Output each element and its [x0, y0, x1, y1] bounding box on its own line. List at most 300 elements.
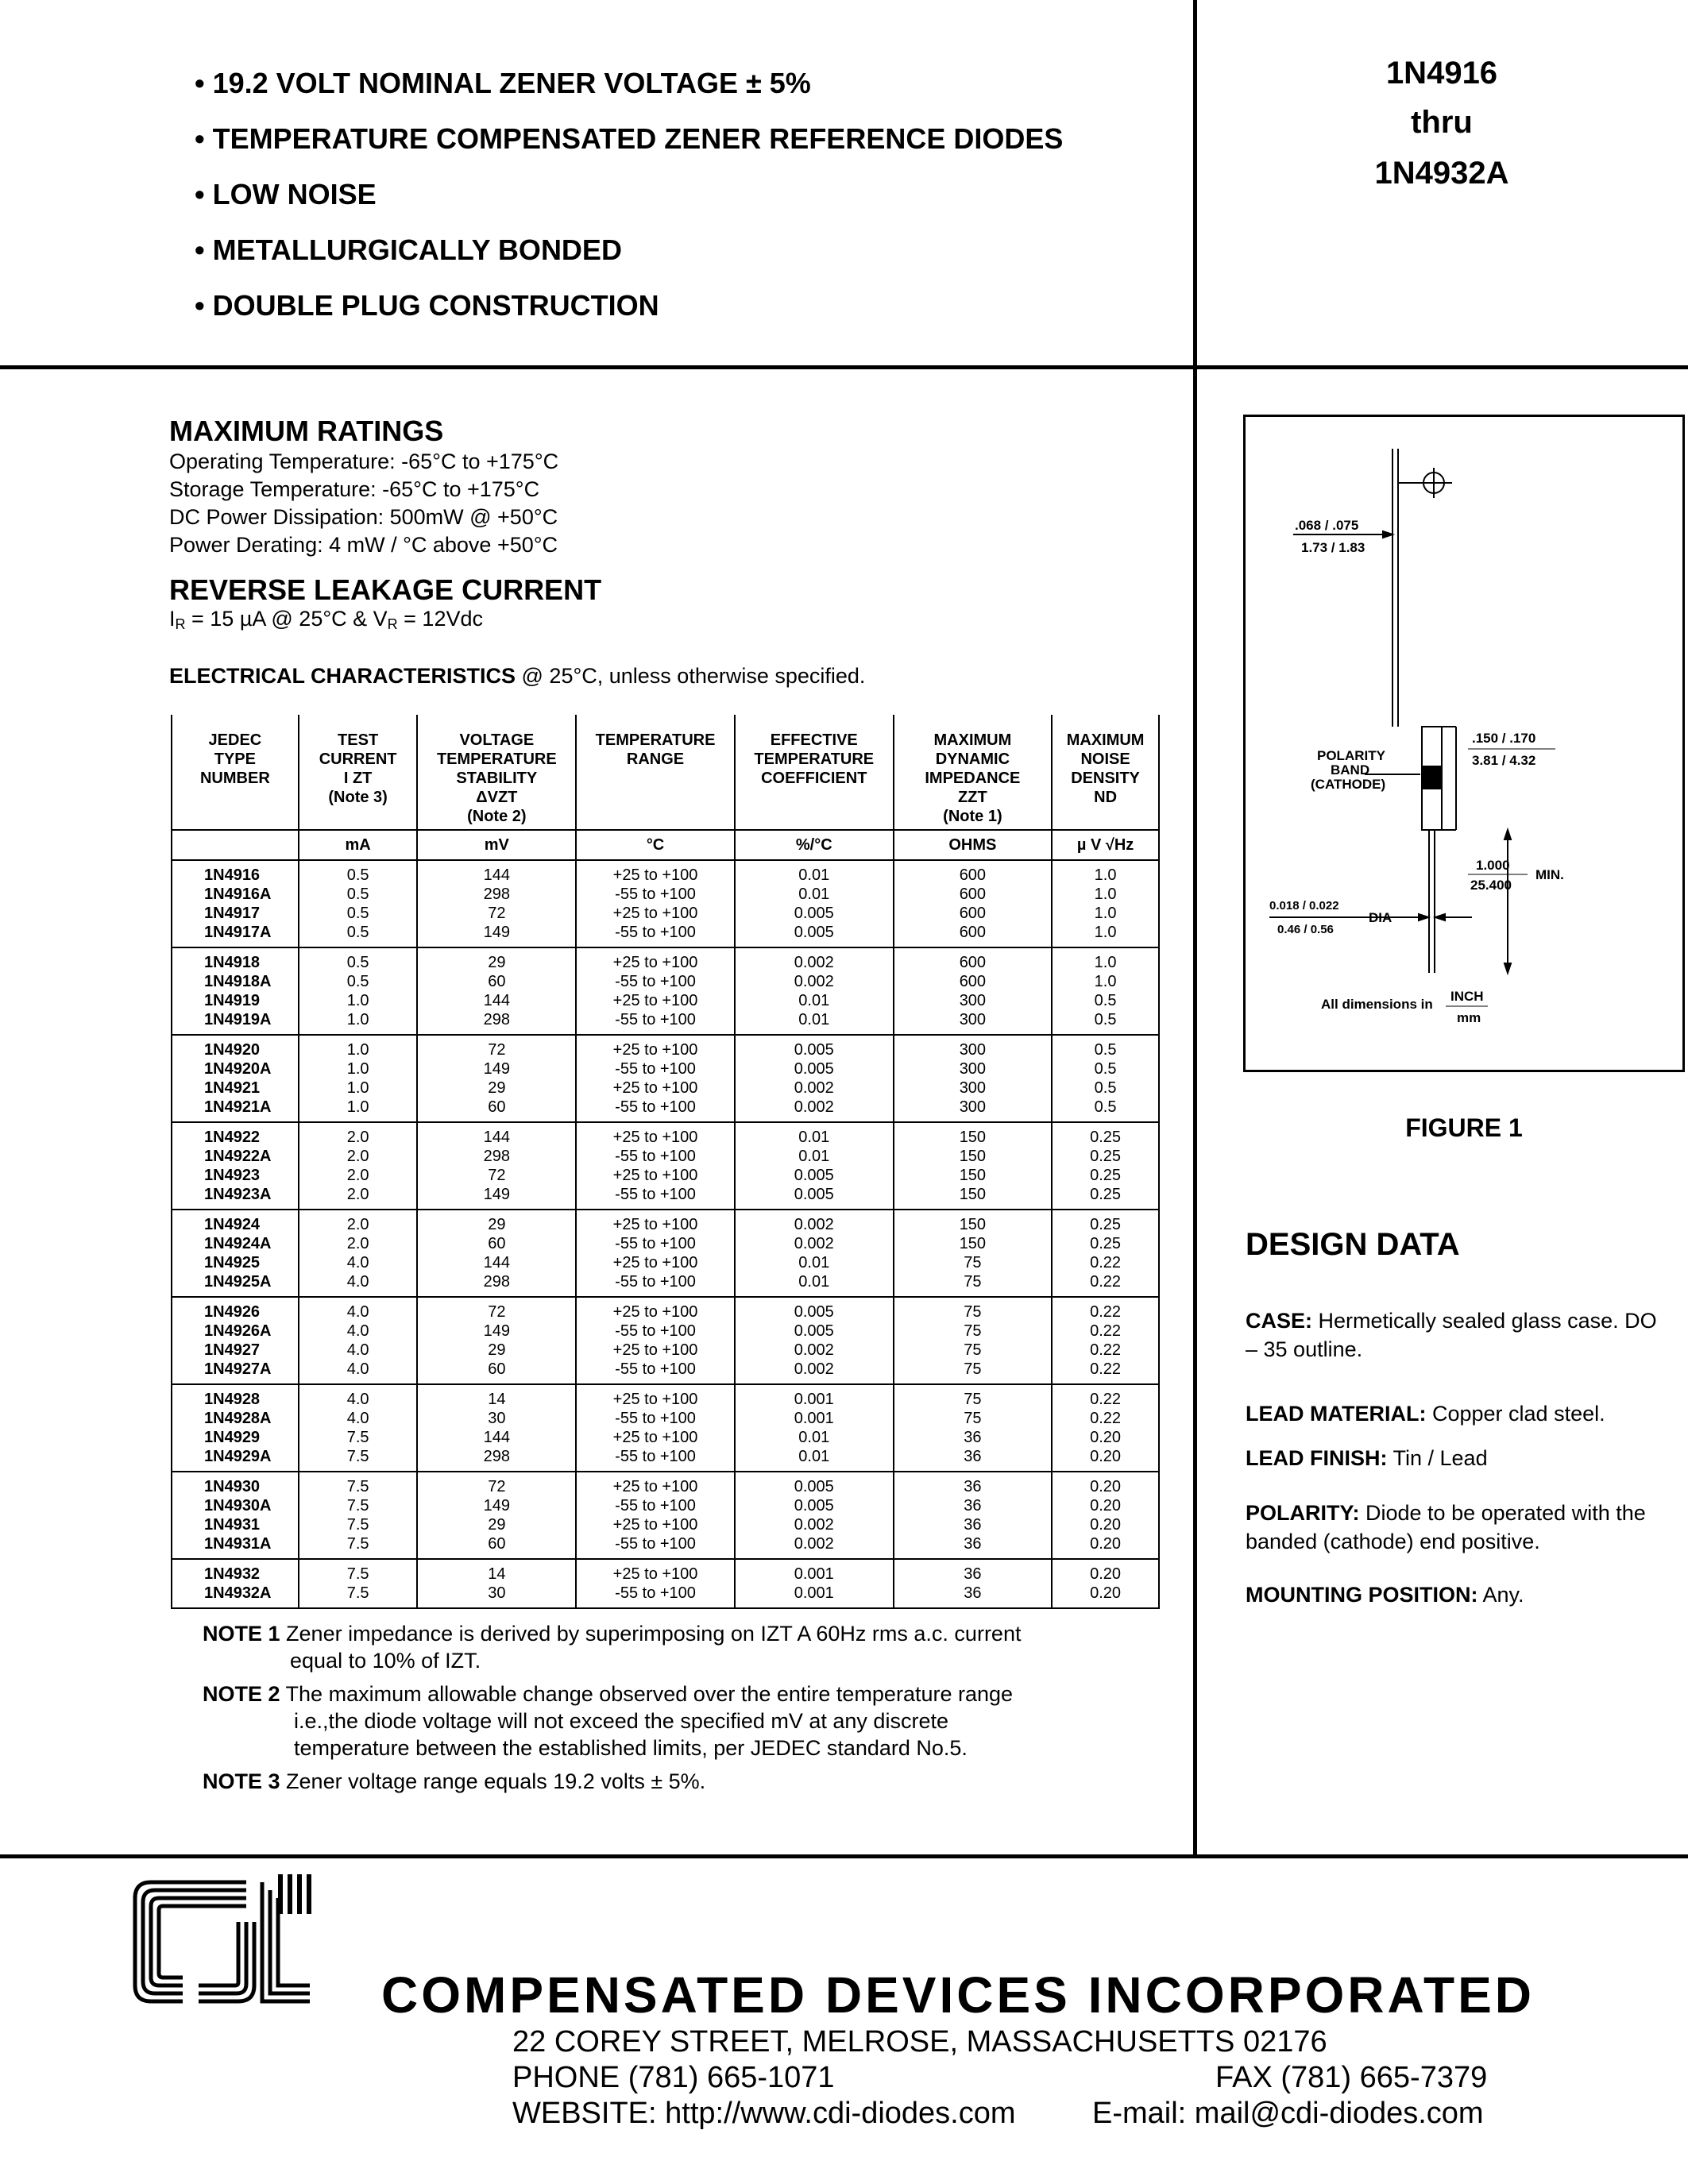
feature-list [195, 56, 1063, 334]
table-value: 0.5 [346, 905, 369, 922]
table-value: 1.0 [1094, 905, 1117, 922]
table-value: 0.005 [794, 1060, 834, 1078]
jedec-type-number: 1N4927 [204, 1341, 261, 1359]
jedec-type-number: 1N4919 [204, 992, 261, 1009]
table-cell [576, 1384, 735, 1472]
polarity-band [1422, 766, 1442, 789]
electrical-title-bold: ELECTRICAL CHARACTERISTICS [169, 664, 516, 688]
table-cell [417, 1384, 576, 1472]
table-value: 0.002 [794, 954, 834, 971]
table-value: -55 to +100 [615, 1497, 696, 1515]
table-cell [1052, 1297, 1159, 1384]
jedec-type-number: 1N4925 [204, 1254, 261, 1271]
jedec-type-number: 1N4930 [204, 1478, 261, 1495]
jedec-type-number: 1N4921A [204, 1098, 272, 1116]
table-value: 0.22 [1090, 1341, 1122, 1359]
table-value: +25 to +100 [612, 1429, 698, 1446]
table-cell [576, 1210, 735, 1297]
table-value: 4.0 [346, 1303, 369, 1321]
table-value: 298 [483, 1448, 511, 1465]
table-value: 2.0 [346, 1148, 369, 1165]
table-value: 0.002 [794, 1535, 834, 1553]
table-value: 7.5 [346, 1516, 369, 1534]
table-value: 7.5 [346, 1535, 369, 1553]
table-value: 7.5 [346, 1565, 369, 1583]
table-header-line: RANGE [626, 751, 685, 768]
table-cell [894, 1384, 1053, 1472]
jedec-type-number: 1N4920A [204, 1060, 272, 1078]
max-rating-line: DC Power Dissipation: 500mW @ +50°C [169, 505, 558, 529]
table-cell [299, 1472, 418, 1559]
note-text: temperature between the established limits, per JEDEC standard No.5. [294, 1736, 968, 1760]
diode-outline-drawing [1246, 417, 1682, 1070]
table-value: -55 to +100 [615, 1273, 696, 1291]
cdi-logo [127, 1874, 365, 2009]
design-lead-material-text: Copper clad steel. [1426, 1402, 1605, 1426]
jedec-type-number: 1N4922A [204, 1148, 272, 1165]
table-value: +25 to +100 [612, 1254, 698, 1271]
jedec-type-number: 1N4920 [204, 1041, 261, 1059]
figure-caption: FIGURE 1 [1405, 1113, 1523, 1142]
dim-body-mm: 3.81 / 4.32 [1472, 753, 1536, 768]
table-value: 72 [488, 905, 506, 922]
company-phone: PHONE (781) 665-1071 [512, 2061, 835, 2094]
notes-section [203, 1620, 1156, 1801]
table-cell [299, 1559, 418, 1608]
table-value: 300 [959, 1060, 987, 1078]
table-value: 29 [488, 954, 506, 971]
table-cell [172, 1035, 299, 1122]
table-value: +25 to +100 [612, 1565, 698, 1583]
table-value: 1.0 [346, 1060, 369, 1078]
table-value: 4.0 [346, 1254, 369, 1271]
table-value: 72 [488, 1303, 506, 1321]
table-value: 0.20 [1090, 1478, 1122, 1495]
table-value: 1.0 [1094, 866, 1117, 884]
table-value: 0.22 [1090, 1303, 1122, 1321]
table-value: 29 [488, 1341, 506, 1359]
table-value: -55 to +100 [615, 1235, 696, 1252]
table-value: 0.005 [794, 1303, 834, 1321]
table-unit-cell: %/°C [735, 830, 894, 860]
max-rating-line: Power Derating: 4 mW / °C above +50°C [169, 533, 558, 557]
jedec-type-number: 1N4931A [204, 1535, 272, 1553]
table-value: 0.002 [794, 973, 834, 990]
footer-horizontal-rule [0, 1854, 1688, 1858]
table-header-line: DYNAMIC [935, 751, 1010, 768]
table-value: 600 [959, 905, 987, 922]
table-header-line: NOISE [1080, 751, 1130, 768]
table-cell [299, 1297, 418, 1384]
table-value: 0.5 [346, 954, 369, 971]
table-value: 149 [483, 1060, 511, 1078]
table-value: -55 to +100 [615, 886, 696, 903]
max-ratings-list [169, 448, 558, 559]
table-value: 0.001 [794, 1584, 834, 1602]
table-cell [1052, 1472, 1159, 1559]
jedec-type-number: 1N4916 [204, 866, 261, 884]
table-value: 1.0 [1094, 973, 1117, 990]
table-row-group [172, 860, 1159, 947]
table-value: 144 [483, 1429, 511, 1446]
table-value: 0.5 [346, 886, 369, 903]
jedec-type-number: 1N4929A [204, 1448, 272, 1465]
table-cell [894, 1559, 1053, 1608]
table-value: 150 [959, 1167, 987, 1184]
table-header-line: ΔVZT [476, 789, 518, 806]
table-row-group [172, 1559, 1159, 1608]
table-value: 0.5 [346, 924, 369, 941]
leakage-mid-text: = 15 µA @ 25°C & V [185, 607, 388, 631]
table-value: 0.25 [1090, 1167, 1122, 1184]
jedec-type-number: 1N4925A [204, 1273, 272, 1291]
table-value: 0.22 [1090, 1254, 1122, 1271]
jedec-type-number: 1N4921 [204, 1079, 261, 1097]
table-row-group [172, 1384, 1159, 1472]
table-value: 149 [483, 1186, 511, 1203]
table-value: 60 [488, 1098, 506, 1116]
max-rating-line: Storage Temperature: -65°C to +175°C [169, 477, 540, 501]
table-cell [576, 947, 735, 1035]
table-value: 0.25 [1090, 1235, 1122, 1252]
design-polarity-label: POLARITY: [1246, 1501, 1360, 1525]
reverse-leakage-title: REVERSE LEAKAGE CURRENT [169, 573, 602, 606]
table-value: 149 [483, 1322, 511, 1340]
table-value: 298 [483, 1148, 511, 1165]
table-cell [735, 860, 894, 947]
table-value: 1.0 [1094, 886, 1117, 903]
table-value: 300 [959, 1011, 987, 1028]
dim-body-inch: .150 / .170 [1472, 731, 1536, 746]
table-cell [576, 1035, 735, 1122]
table-value: 0.20 [1090, 1429, 1122, 1446]
jedec-type-number: 1N4928 [204, 1391, 261, 1408]
table-value: 0.01 [798, 1429, 830, 1446]
table-value: 0.005 [794, 1167, 834, 1184]
table-value: +25 to +100 [612, 992, 698, 1009]
table-cell [576, 1122, 735, 1210]
part-number-to: 1N4932A [1374, 156, 1509, 191]
table-value: 150 [959, 1216, 987, 1233]
note-line [203, 1680, 1156, 1707]
max-ratings-title: MAXIMUM RATINGS [169, 415, 444, 447]
table-value: 75 [964, 1322, 982, 1340]
table-cell [172, 1472, 299, 1559]
table-value: 30 [488, 1584, 506, 1602]
table-header-cell [735, 715, 894, 830]
table-value: 7.5 [346, 1429, 369, 1446]
table-value: +25 to +100 [612, 1341, 698, 1359]
table-value: -55 to +100 [615, 1322, 696, 1340]
table-header-line: CURRENT [319, 751, 397, 768]
table-header-line: COEFFICIENT [761, 770, 867, 787]
table-unit-cell: µ V √Hz [1052, 830, 1159, 860]
table-value: 0.5 [1094, 992, 1117, 1009]
vr-subscript: R [387, 616, 398, 632]
table-value: 36 [964, 1565, 982, 1583]
table-value: +25 to +100 [612, 1216, 698, 1233]
table-value: 0.002 [794, 1216, 834, 1233]
table-value: 0.5 [1094, 1011, 1117, 1028]
table-value: 0.005 [794, 1497, 834, 1515]
table-value: 4.0 [346, 1341, 369, 1359]
table-value: 0.25 [1090, 1216, 1122, 1233]
design-lead-material [1246, 1399, 1667, 1428]
jedec-type-number: 1N4923A [204, 1186, 272, 1203]
company-fax: FAX (781) 665-7379 [1215, 2061, 1488, 2094]
note-line [203, 1707, 1156, 1734]
table-header-line: (Note 3) [328, 789, 388, 806]
table-value: 0.22 [1090, 1410, 1122, 1427]
table-value: 36 [964, 1478, 982, 1495]
table-value: 72 [488, 1041, 506, 1059]
ir-symbol: I [169, 607, 176, 631]
table-header-line: TEMPERATURE [595, 731, 716, 749]
table-cell [172, 1210, 299, 1297]
table-value: 0.20 [1090, 1535, 1122, 1553]
table-cell [1052, 947, 1159, 1035]
company-website[interactable]: WEBSITE: http://www.cdi-diodes.com [512, 2097, 1016, 2130]
design-case-label: CASE: [1246, 1309, 1313, 1333]
table-value: 600 [959, 954, 987, 971]
table-value: -55 to +100 [615, 1448, 696, 1465]
table-header-line: ND [1094, 789, 1118, 806]
table-value: 0.01 [798, 992, 830, 1009]
electrical-characteristics-table [171, 715, 1160, 1609]
table-header-cell [576, 715, 735, 830]
table-value: 75 [964, 1341, 982, 1359]
note-line [203, 1768, 1156, 1795]
table-value: 0.005 [794, 1041, 834, 1059]
table-value: +25 to +100 [612, 1478, 698, 1495]
leakage-end-text: = 12Vdc [397, 607, 483, 631]
jedec-type-number: 1N4928A [204, 1410, 272, 1427]
table-value: 0.002 [794, 1341, 834, 1359]
note-label: NOTE 3 [203, 1769, 280, 1793]
note-line [203, 1647, 1156, 1674]
jedec-type-number: 1N4924 [204, 1216, 261, 1233]
dim-lead-dia-mm: 0.46 / 0.56 [1277, 923, 1334, 936]
table-value: 600 [959, 866, 987, 884]
table-cell [172, 947, 299, 1035]
note-label: NOTE 1 [203, 1622, 280, 1646]
table-value: 2.0 [346, 1167, 369, 1184]
table-value: +25 to +100 [612, 1167, 698, 1184]
table-cell [172, 1559, 299, 1608]
jedec-type-number: 1N4916A [204, 886, 272, 903]
table-value: 0.5 [346, 866, 369, 884]
table-value: 600 [959, 886, 987, 903]
table-value: +25 to +100 [612, 1041, 698, 1059]
table-value: 149 [483, 924, 511, 941]
table-header-line: IMPEDANCE [925, 770, 1021, 787]
part-number-thru: thru [1411, 105, 1473, 140]
table-value: 75 [964, 1273, 982, 1291]
table-value: 29 [488, 1516, 506, 1534]
table-value: 7.5 [346, 1448, 369, 1465]
table-unit-cell [172, 830, 299, 860]
table-header-cell [1052, 715, 1159, 830]
table-value: 150 [959, 1148, 987, 1165]
jedec-type-number: 1N4931 [204, 1516, 261, 1534]
all-dims-label: All dimensions in [1321, 997, 1433, 1012]
table-header-line: JEDEC [208, 731, 262, 749]
table-header-line: DENSITY [1071, 770, 1140, 787]
table-cell [172, 860, 299, 947]
table-value: 0.20 [1090, 1584, 1122, 1602]
table-value: 0.22 [1090, 1391, 1122, 1408]
jedec-type-number: 1N4932A [204, 1584, 272, 1602]
company-email[interactable]: E-mail: mail@cdi-diodes.com [1092, 2097, 1484, 2130]
note-text: Zener voltage range equals 19.2 volts ± 5%. [286, 1769, 706, 1793]
table-header-line: ZZT [958, 789, 987, 806]
table-cell [1052, 1384, 1159, 1472]
design-polarity [1246, 1499, 1667, 1556]
table-cell [735, 1472, 894, 1559]
table-value: 0.002 [794, 1360, 834, 1378]
table-value: -55 to +100 [615, 1186, 696, 1203]
table-cell [735, 1122, 894, 1210]
table-value: 0.5 [1094, 1079, 1117, 1097]
table-value: -55 to +100 [615, 973, 696, 990]
table-value: 0.002 [794, 1235, 834, 1252]
table-unit-cell: OHMS [894, 830, 1053, 860]
table-value: -55 to +100 [615, 1584, 696, 1602]
design-data-title: DESIGN DATA [1246, 1227, 1460, 1262]
table-value: 36 [964, 1516, 982, 1534]
table-value: 0.002 [794, 1079, 834, 1097]
table-value: 0.22 [1090, 1360, 1122, 1378]
table-header-line: TEMPERATURE [754, 751, 875, 768]
table-header-line: (Note 1) [943, 808, 1002, 825]
table-value: 75 [964, 1254, 982, 1271]
table-cell [894, 1035, 1053, 1122]
table-value: 298 [483, 1273, 511, 1291]
table-value: 60 [488, 973, 506, 990]
dim-length-mm: 25.400 [1470, 878, 1512, 893]
jedec-type-number: 1N4930A [204, 1497, 272, 1515]
table-value: 4.0 [346, 1391, 369, 1408]
table-value: 0.01 [798, 1448, 830, 1465]
table-value: 600 [959, 973, 987, 990]
header-horizontal-rule [0, 365, 1688, 369]
table-value: 0.01 [798, 1011, 830, 1028]
note-line [203, 1620, 1156, 1647]
table-value: 36 [964, 1429, 982, 1446]
table-row-group [172, 1472, 1159, 1559]
table-value: 1.0 [346, 1011, 369, 1028]
table-value: +25 to +100 [612, 1303, 698, 1321]
company-name: COMPENSATED DEVICES INCORPORATED [381, 1966, 1535, 2024]
table-value: 2.0 [346, 1235, 369, 1252]
table-cell [735, 1384, 894, 1472]
table-value: 600 [959, 924, 987, 941]
polarity-label: POLARITY [1317, 748, 1385, 763]
table-value: -55 to +100 [615, 924, 696, 941]
table-header-line: VOLTAGE [459, 731, 535, 749]
max-rating-line: Operating Temperature: -65°C to +175°C [169, 450, 559, 473]
table-cell [417, 1297, 576, 1384]
design-lead-finish [1246, 1444, 1667, 1472]
table-value: 144 [483, 1254, 511, 1271]
feature-item: • METALLURGICALLY BONDED [195, 233, 622, 266]
table-cell [417, 1472, 576, 1559]
design-case [1246, 1306, 1667, 1364]
table-value: +25 to +100 [612, 905, 698, 922]
table-header-cell [172, 715, 299, 830]
electrical-title-rest: @ 25°C, unless otherwise specified. [516, 664, 866, 688]
table-cell [299, 947, 418, 1035]
dim-dia-label: DIA [1369, 910, 1393, 925]
table-header-line: TYPE [214, 751, 256, 768]
jedec-type-number: 1N4926 [204, 1303, 261, 1321]
body-vertical-divider [1193, 367, 1197, 1856]
note-label: NOTE 2 [203, 1682, 280, 1706]
table-value: 7.5 [346, 1478, 369, 1495]
table-cell [735, 1210, 894, 1297]
polarity-cathode-label: (CATHODE) [1311, 777, 1386, 792]
note-text: equal to 10% of IZT. [290, 1649, 481, 1673]
table-value: +25 to +100 [612, 1129, 698, 1146]
table-cell [576, 1559, 735, 1608]
units-mm-label: mm [1457, 1010, 1481, 1025]
table-value: 4.0 [346, 1322, 369, 1340]
company-address: 22 COREY STREET, MELROSE, MASSACHUSETTS 02176 [512, 2025, 1327, 2059]
table-unit-cell: mV [417, 830, 576, 860]
table-cell [417, 947, 576, 1035]
table-value: -55 to +100 [615, 1148, 696, 1165]
table-row-group [172, 1035, 1159, 1122]
jedec-type-number: 1N4923 [204, 1167, 261, 1184]
ir-subscript: R [175, 616, 186, 632]
table-value: +25 to +100 [612, 1516, 698, 1534]
table-value: 300 [959, 1041, 987, 1059]
table-cell [299, 1210, 418, 1297]
table-cell [894, 947, 1053, 1035]
table-unit-cell: mA [299, 830, 418, 860]
table-value: 0.5 [1094, 1060, 1117, 1078]
table-value: 75 [964, 1303, 982, 1321]
jedec-type-number: 1N4929 [204, 1429, 261, 1446]
table-value: 144 [483, 992, 511, 1009]
table-cell [894, 1122, 1053, 1210]
table-value: +25 to +100 [612, 1391, 698, 1408]
table-value: 0.005 [794, 1322, 834, 1340]
part-number-from: 1N4916 [1385, 56, 1498, 91]
feature-item: • TEMPERATURE COMPENSATED ZENER REFERENCE DIODES [195, 122, 1064, 155]
table-value: 29 [488, 1079, 506, 1097]
note-text: Zener impedance is derived by superimposing on IZT A 60Hz rms a.c. current [286, 1622, 1022, 1646]
note-text: The maximum allowable change observed over the entire temperature range [285, 1682, 1014, 1706]
dim-length-suffix: MIN. [1535, 867, 1564, 882]
table-value: 1.0 [346, 992, 369, 1009]
table-value: 1.0 [1094, 924, 1117, 941]
table-cell [172, 1122, 299, 1210]
table-value: 144 [483, 866, 511, 884]
table-cell [417, 1559, 576, 1608]
design-mounting [1246, 1580, 1667, 1609]
table-value: 14 [488, 1391, 506, 1408]
table-value: 0.01 [798, 1129, 830, 1146]
table-header-line: I ZT [343, 770, 373, 787]
table-value: +25 to +100 [612, 1079, 698, 1097]
table-cell [894, 1297, 1053, 1384]
table-value: 144 [483, 1129, 511, 1146]
table-cell [417, 1035, 576, 1122]
table-value: 4.0 [346, 1273, 369, 1291]
table-value: 60 [488, 1535, 506, 1553]
design-case-text: Hermetically sealed glass case. DO – 35 outline. [1246, 1309, 1657, 1361]
